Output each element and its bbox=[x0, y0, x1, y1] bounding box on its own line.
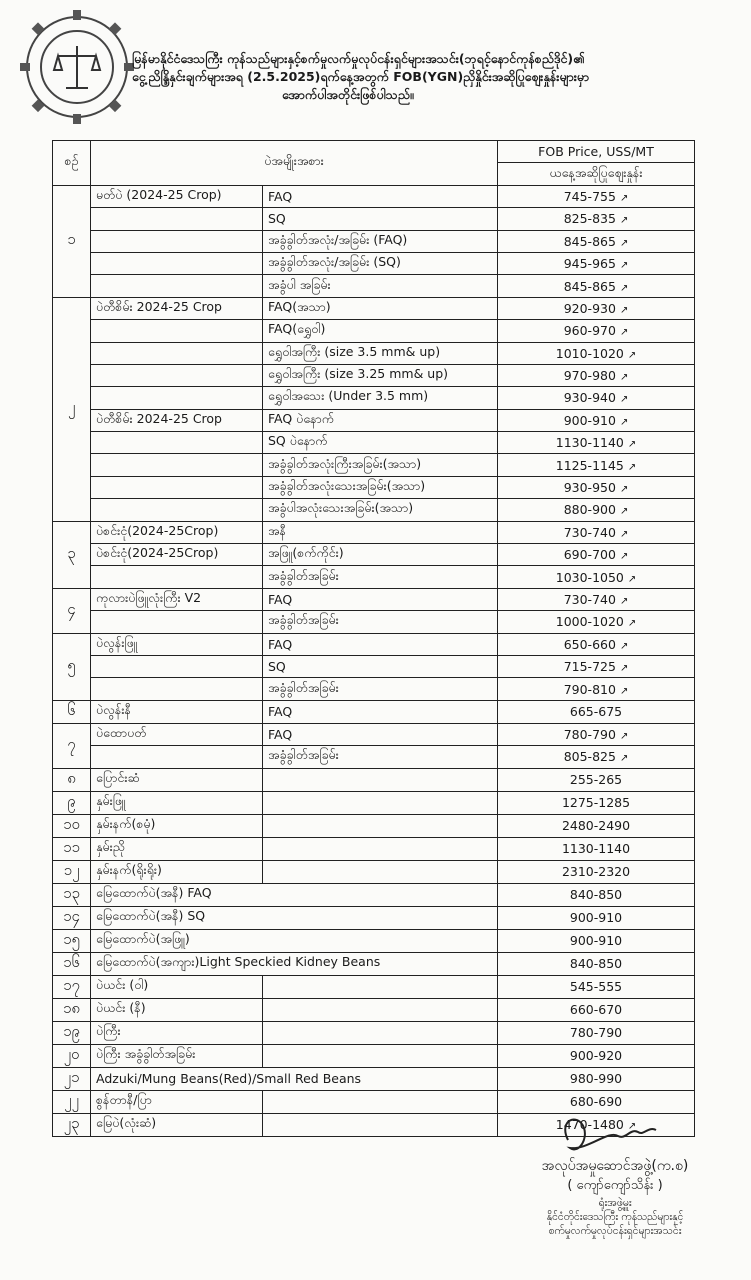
check-mark-icon: ↗ bbox=[619, 237, 629, 249]
price-value: 690-700 bbox=[563, 547, 616, 563]
check-mark-icon: ↗ bbox=[627, 349, 637, 361]
grade: အခွံခွါတ်အလုံးကြီးအခြမ်း(အသာ) bbox=[263, 454, 498, 476]
check-mark-icon: ↗ bbox=[619, 551, 629, 563]
price-cell bbox=[498, 1044, 695, 1067]
price-table bbox=[52, 140, 695, 1137]
price-value: 780-790 bbox=[563, 726, 616, 742]
variety-name bbox=[91, 320, 263, 342]
row-number: ၂၃ bbox=[53, 1113, 91, 1136]
row-number: ၅ bbox=[53, 633, 91, 700]
table-row bbox=[53, 544, 695, 566]
row-number: ၇ bbox=[53, 723, 91, 768]
row-number: ၂၀ bbox=[53, 1044, 91, 1067]
price-cell bbox=[498, 929, 695, 952]
table-row bbox=[53, 342, 695, 364]
price-cell bbox=[498, 906, 695, 929]
row-number: ၂၁ bbox=[53, 1067, 91, 1090]
table-row bbox=[53, 476, 695, 498]
grade bbox=[263, 998, 498, 1021]
grade: FAQ bbox=[263, 700, 498, 723]
grade bbox=[263, 860, 498, 883]
check-mark-icon: ↗ bbox=[619, 260, 629, 272]
price-cell bbox=[498, 768, 695, 791]
price-value: 745-755 bbox=[563, 188, 616, 204]
table-row bbox=[53, 566, 695, 588]
check-mark-icon: ↗ bbox=[619, 215, 629, 227]
check-mark-icon: ↗ bbox=[627, 573, 637, 585]
price-cell bbox=[498, 998, 695, 1021]
table-row bbox=[53, 860, 695, 883]
price-value: 2480-2490 bbox=[561, 818, 631, 834]
price-value: 930-940 bbox=[563, 390, 616, 406]
document-header bbox=[132, 50, 722, 104]
table-row bbox=[53, 1067, 695, 1090]
grade: အခွံခွါတ်အခြမ်း bbox=[263, 611, 498, 633]
variety-name bbox=[91, 746, 263, 768]
grade: အခွံခွါတ်အခြမ်း bbox=[263, 566, 498, 588]
table-row bbox=[53, 588, 695, 610]
price-cell bbox=[498, 814, 695, 837]
association-seal-logo bbox=[18, 8, 136, 126]
variety-name: မြေထောက်ပဲ(အနီ) FAQ bbox=[91, 883, 498, 906]
row-number: ၂၂ bbox=[53, 1090, 91, 1113]
row-number: ၄ bbox=[53, 588, 91, 633]
signatory-role: ရုံးအဖွဲ့မှူး bbox=[598, 1197, 632, 1209]
price-cell bbox=[498, 1067, 695, 1090]
grade bbox=[263, 768, 498, 791]
price-cell bbox=[498, 409, 695, 431]
price-value: 715-725 bbox=[563, 659, 616, 675]
price-cell bbox=[498, 364, 695, 386]
variety-name: မြေပဲ(လုံးဆံ) bbox=[91, 1113, 263, 1136]
org-line-2: စက်မှုလက်မှုလုပ်ငန်းရှင်များအသင်း bbox=[548, 1225, 682, 1237]
table-row bbox=[53, 1021, 695, 1044]
table-row bbox=[53, 409, 695, 431]
price-value: 1130-1140 bbox=[555, 435, 624, 451]
table-row bbox=[53, 655, 695, 677]
variety-name: ပြောင်းဆံ bbox=[91, 768, 263, 791]
variety-name bbox=[91, 499, 263, 521]
price-value: 2310-2320 bbox=[561, 864, 631, 880]
variety-name: ပဲလွန်းဖြူ bbox=[91, 633, 263, 655]
price-cell bbox=[498, 588, 695, 610]
price-value: 900-910 bbox=[569, 910, 623, 926]
price-value: 650-660 bbox=[563, 636, 616, 652]
check-mark-icon: ↗ bbox=[619, 484, 629, 496]
variety-name bbox=[91, 432, 263, 454]
check-mark-icon: ↗ bbox=[619, 528, 629, 540]
col-header-variety: ပဲအမျိုးအစား bbox=[91, 141, 498, 186]
table-row bbox=[53, 454, 695, 476]
variety-name: ပဲကြီး bbox=[91, 1021, 263, 1044]
variety-name: မတ်ပဲ (2024-25 Crop) bbox=[91, 185, 263, 207]
grade: အဖြူ(စက်ကိုင်း) bbox=[263, 544, 498, 566]
price-value: 1470-1480 bbox=[555, 1117, 624, 1133]
table-row bbox=[53, 929, 695, 952]
grade: FAQ bbox=[263, 588, 498, 610]
variety-name: ပဲထောပတ် bbox=[91, 723, 263, 745]
grade bbox=[263, 814, 498, 837]
price-value: 945-965 bbox=[563, 256, 616, 272]
org-line-1: နိုင်ငံတိုင်းဒေသကြီး ကုန်သည်များနှင့် bbox=[546, 1211, 684, 1223]
price-value: 900-910 bbox=[569, 933, 623, 949]
table-header-row bbox=[53, 141, 695, 163]
price-value: 970-980 bbox=[563, 368, 616, 384]
price-value: 1130-1140 bbox=[561, 841, 631, 857]
variety-name bbox=[91, 655, 263, 677]
variety-name: နှမ်းနက်(စမုံ) bbox=[91, 814, 263, 837]
price-value: 900-910 bbox=[563, 412, 616, 428]
table-row bbox=[53, 230, 695, 252]
price-cell bbox=[498, 432, 695, 454]
row-number: ၂ bbox=[53, 297, 91, 521]
variety-name bbox=[91, 252, 263, 274]
variety-name: မြေထောက်ပဲ(အနီ) SQ bbox=[91, 906, 498, 929]
price-cell bbox=[498, 700, 695, 723]
price-value: 840-850 bbox=[569, 887, 623, 903]
table-body bbox=[53, 185, 695, 1136]
price-cell bbox=[498, 837, 695, 860]
variety-name: ပဲစင်းငုံ(2024-25Crop) bbox=[91, 521, 263, 543]
price-value: 730-740 bbox=[563, 592, 616, 607]
check-mark-icon: ↗ bbox=[619, 596, 629, 607]
price-value: 680-690 bbox=[569, 1094, 623, 1110]
price-value: 1010-1020 bbox=[555, 345, 624, 361]
price-value: 930-950 bbox=[563, 480, 616, 496]
variety-name bbox=[91, 566, 263, 588]
row-number: ၁၉ bbox=[53, 1021, 91, 1044]
price-value: 840-850 bbox=[569, 956, 623, 972]
row-number: ၁ bbox=[53, 185, 91, 297]
variety-name: စွန်တာနီ/ပြာ bbox=[91, 1090, 263, 1113]
header-line-1: မြန်မာနိုင်ငံ‌ဒေသကြီး ကုန်သည်များနှင့်စက်မှုလက်မှုလုပ်ငန်းရှင်များအသင်း(ဘုရင့်နောင်ကုန်စည်ဒိုင်)၏ bbox=[132, 51, 585, 66]
grade: အခွံခွါတ်အလုံး/အခြမ်း (SQ) bbox=[263, 252, 498, 274]
variety-name: Adzuki/Mung Beans(Red)/Small Red Beans bbox=[91, 1067, 498, 1090]
variety-name: ပဲကြီး အခွံခွါတ်အခြမ်း bbox=[91, 1044, 263, 1067]
header-line-3: အောက်ပါအတိုင်းဖြစ်ပါသည်။ bbox=[282, 87, 414, 102]
grade: FAQ(အသာ) bbox=[263, 297, 498, 319]
row-number: ၃ bbox=[53, 521, 91, 588]
grade: အခွံပါ အခြမ်း bbox=[263, 275, 498, 297]
table-row bbox=[53, 700, 695, 723]
grade: အနီ bbox=[263, 521, 498, 543]
price-value: 665-675 bbox=[569, 704, 623, 720]
price-value: 660-670 bbox=[569, 1002, 623, 1018]
price-value: 790-810 bbox=[563, 681, 616, 697]
check-mark-icon: ↗ bbox=[619, 506, 629, 518]
variety-name bbox=[91, 230, 263, 252]
table-row bbox=[53, 837, 695, 860]
price-cell bbox=[498, 723, 695, 745]
grade bbox=[263, 791, 498, 814]
price-value: 900-920 bbox=[569, 1048, 623, 1064]
variety-name bbox=[91, 275, 263, 297]
grade bbox=[263, 1090, 498, 1113]
grade bbox=[263, 1113, 498, 1136]
signature-image bbox=[548, 1110, 668, 1160]
price-cell bbox=[498, 860, 695, 883]
price-cell bbox=[498, 678, 695, 700]
variety-name: ကုလားပဲဖြူလုံးကြီး V2 bbox=[91, 588, 263, 610]
price-value: 255-265 bbox=[569, 772, 623, 788]
table-row bbox=[53, 883, 695, 906]
grade: SQ bbox=[263, 655, 498, 677]
price-cell bbox=[498, 746, 695, 768]
price-cell bbox=[498, 454, 695, 476]
price-value: 880-900 bbox=[563, 502, 616, 518]
table-row bbox=[53, 297, 695, 319]
price-value: 730-740 bbox=[563, 524, 616, 540]
row-number: ၁၇ bbox=[53, 975, 91, 998]
grade: အခွံပါအလုံးသေးအခြမ်း(အသာ) bbox=[263, 499, 498, 521]
variety-name bbox=[91, 208, 263, 230]
check-mark-icon: ↗ bbox=[627, 439, 637, 451]
table-row bbox=[53, 906, 695, 929]
variety-name bbox=[91, 387, 263, 409]
table-row bbox=[53, 364, 695, 386]
table-row bbox=[53, 998, 695, 1021]
table-row bbox=[53, 252, 695, 274]
variety-name: ပဲတီစိမ်း 2024-25 Crop bbox=[91, 297, 263, 319]
table-row bbox=[53, 611, 695, 633]
check-mark-icon: ↗ bbox=[619, 282, 629, 294]
check-mark-icon: ↗ bbox=[619, 753, 629, 765]
price-cell bbox=[498, 499, 695, 521]
price-cell bbox=[498, 320, 695, 342]
grade: SQ ပဲနောက် bbox=[263, 432, 498, 454]
price-cell bbox=[498, 252, 695, 274]
table-row bbox=[53, 275, 695, 297]
price-value: 1125-1145 bbox=[555, 457, 624, 473]
price-value: 805-825 bbox=[563, 749, 616, 765]
variety-name bbox=[91, 476, 263, 498]
grade: အခွံခွါတ်အခြမ်း bbox=[263, 746, 498, 768]
variety-name: နှမ်းဖြူ bbox=[91, 791, 263, 814]
row-number: ၁၂ bbox=[53, 860, 91, 883]
table-row bbox=[53, 952, 695, 975]
table-row bbox=[53, 723, 695, 745]
grade bbox=[263, 1021, 498, 1044]
check-mark-icon: ↗ bbox=[619, 327, 629, 339]
grade: အခွံခွါတ်အခြမ်း bbox=[263, 678, 498, 700]
signatory-title: အလုပ်အမှုဆောင်အဖွဲ့(က.စ) bbox=[541, 1158, 689, 1174]
price-cell bbox=[498, 230, 695, 252]
price-cell bbox=[498, 275, 695, 297]
price-cell bbox=[498, 883, 695, 906]
variety-name: ပဲစင်းငုံ(2024-25Crop) bbox=[91, 544, 263, 566]
table-row bbox=[53, 791, 695, 814]
price-cell bbox=[498, 952, 695, 975]
price-cell bbox=[498, 975, 695, 998]
price-value: 845-865 bbox=[563, 278, 616, 294]
grade: ရွှေဝါအကြီး (size 3.25 mm& up) bbox=[263, 364, 498, 386]
check-mark-icon: ↗ bbox=[619, 663, 629, 675]
grade: FAQ bbox=[263, 633, 498, 655]
price-value: 1275-1285 bbox=[561, 795, 631, 811]
price-cell bbox=[498, 791, 695, 814]
signature-block bbox=[490, 1156, 740, 1238]
grade: အခွံခွါတ်အလုံးသေးအခြမ်း(အသာ) bbox=[263, 476, 498, 498]
table-row bbox=[53, 499, 695, 521]
price-cell bbox=[498, 611, 695, 633]
grade bbox=[263, 837, 498, 860]
check-mark-icon: ↗ bbox=[619, 416, 629, 428]
row-number: ၁၄ bbox=[53, 906, 91, 929]
table-row bbox=[53, 185, 695, 207]
variety-name bbox=[91, 678, 263, 700]
variety-name bbox=[91, 454, 263, 476]
table-row bbox=[53, 768, 695, 791]
price-value: 780-790 bbox=[569, 1025, 623, 1041]
price-value: 980-990 bbox=[569, 1071, 623, 1087]
price-cell bbox=[498, 476, 695, 498]
row-number: ၁၀ bbox=[53, 814, 91, 837]
signatory-name: ( ကျော်ကျော်သိန်း ) bbox=[567, 1178, 663, 1193]
grade: FAQ bbox=[263, 723, 498, 745]
row-number: ၆ bbox=[53, 700, 91, 723]
check-mark-icon: ↗ bbox=[627, 618, 637, 630]
check-mark-icon: ↗ bbox=[619, 640, 629, 652]
check-mark-icon: ↗ bbox=[619, 685, 629, 697]
price-cell bbox=[498, 521, 695, 543]
price-value: 920-930 bbox=[563, 300, 616, 316]
grade bbox=[263, 975, 498, 998]
row-number: ၉ bbox=[53, 791, 91, 814]
table-row bbox=[53, 633, 695, 655]
col-header-price: FOB Price, USS/MT bbox=[498, 141, 695, 163]
grade: အခွံခွါတ်အလုံး/အခြမ်း (FAQ) bbox=[263, 230, 498, 252]
table-row bbox=[53, 320, 695, 342]
check-mark-icon: ↗ bbox=[619, 372, 629, 384]
variety-name: ပဲတီစိမ်း 2024-25 Crop bbox=[91, 409, 263, 431]
price-value: 825-835 bbox=[563, 211, 616, 227]
header-line-2: ငွေ့ညိန္ဒြိနှင်းချက်များအရ (2.5.2025)ရက်နေ့အတွက် FOB(YGN)ညှိနှိုင်းအဆိုပြုဈေးနှုန်းများမှာ bbox=[132, 69, 590, 84]
table-row bbox=[53, 678, 695, 700]
table-row bbox=[53, 521, 695, 543]
table-row bbox=[53, 1044, 695, 1067]
price-value: 1030-1050 bbox=[555, 569, 624, 585]
grade bbox=[263, 1044, 498, 1067]
check-mark-icon: ↗ bbox=[627, 1121, 637, 1133]
table-row bbox=[53, 746, 695, 768]
price-cell bbox=[498, 208, 695, 230]
check-mark-icon: ↗ bbox=[619, 730, 629, 742]
row-number: ၈ bbox=[53, 768, 91, 791]
grade: FAQ(ရွှေဝါ) bbox=[263, 320, 498, 342]
grade: FAQ bbox=[263, 185, 498, 207]
price-cell bbox=[498, 655, 695, 677]
check-mark-icon: ↗ bbox=[627, 461, 637, 473]
variety-name bbox=[91, 364, 263, 386]
variety-name: ပဲလွန်းနီ bbox=[91, 700, 263, 723]
variety-name: မြေထောက်ပဲ(အဖြူ) bbox=[91, 929, 498, 952]
variety-name bbox=[91, 342, 263, 364]
price-cell bbox=[498, 185, 695, 207]
table-row bbox=[53, 387, 695, 409]
variety-name bbox=[91, 611, 263, 633]
table-row bbox=[53, 814, 695, 837]
col-header-price-sub: ယနေ့အဆိုပြုဈေးနှုန်း bbox=[498, 163, 695, 185]
price-value: 1000-1020 bbox=[555, 614, 624, 630]
price-cell bbox=[498, 544, 695, 566]
row-number: ၁၁ bbox=[53, 837, 91, 860]
price-cell bbox=[498, 387, 695, 409]
grade: SQ bbox=[263, 208, 498, 230]
table-row bbox=[53, 975, 695, 998]
grade: ရွှေဝါအကြီး (size 3.5 mm& up) bbox=[263, 342, 498, 364]
price-cell bbox=[498, 297, 695, 319]
row-number: ၁၅ bbox=[53, 929, 91, 952]
variety-name: ပဲယင်း (နီ) bbox=[91, 998, 263, 1021]
check-mark-icon: ↗ bbox=[619, 304, 629, 316]
check-mark-icon: ↗ bbox=[619, 192, 629, 204]
price-cell bbox=[498, 566, 695, 588]
row-number: ၁၃ bbox=[53, 883, 91, 906]
row-number: ၁၈ bbox=[53, 998, 91, 1021]
price-cell bbox=[498, 1021, 695, 1044]
col-header-no: စဉ် bbox=[53, 141, 91, 186]
variety-name: နှမ်းနက်(ရိုးရိုး) bbox=[91, 860, 263, 883]
price-cell bbox=[498, 633, 695, 655]
table-row bbox=[53, 208, 695, 230]
price-value: 960-970 bbox=[563, 323, 616, 339]
variety-name: ပဲယင်း (ဝါ) bbox=[91, 975, 263, 998]
row-number: ၁၆ bbox=[53, 952, 91, 975]
table-row bbox=[53, 432, 695, 454]
price-cell bbox=[498, 342, 695, 364]
grade: FAQ ပဲနောက် bbox=[263, 409, 498, 431]
grade: ရွှေဝါအသေး (Under 3.5 mm) bbox=[263, 387, 498, 409]
check-mark-icon: ↗ bbox=[619, 394, 629, 406]
variety-name: မြေထောက်ပဲ(အကျား)Light Speckied Kidney Beans bbox=[91, 952, 498, 975]
price-value: 545-555 bbox=[569, 979, 623, 995]
price-value: 845-865 bbox=[563, 233, 616, 249]
variety-name: နှမ်းညို bbox=[91, 837, 263, 860]
